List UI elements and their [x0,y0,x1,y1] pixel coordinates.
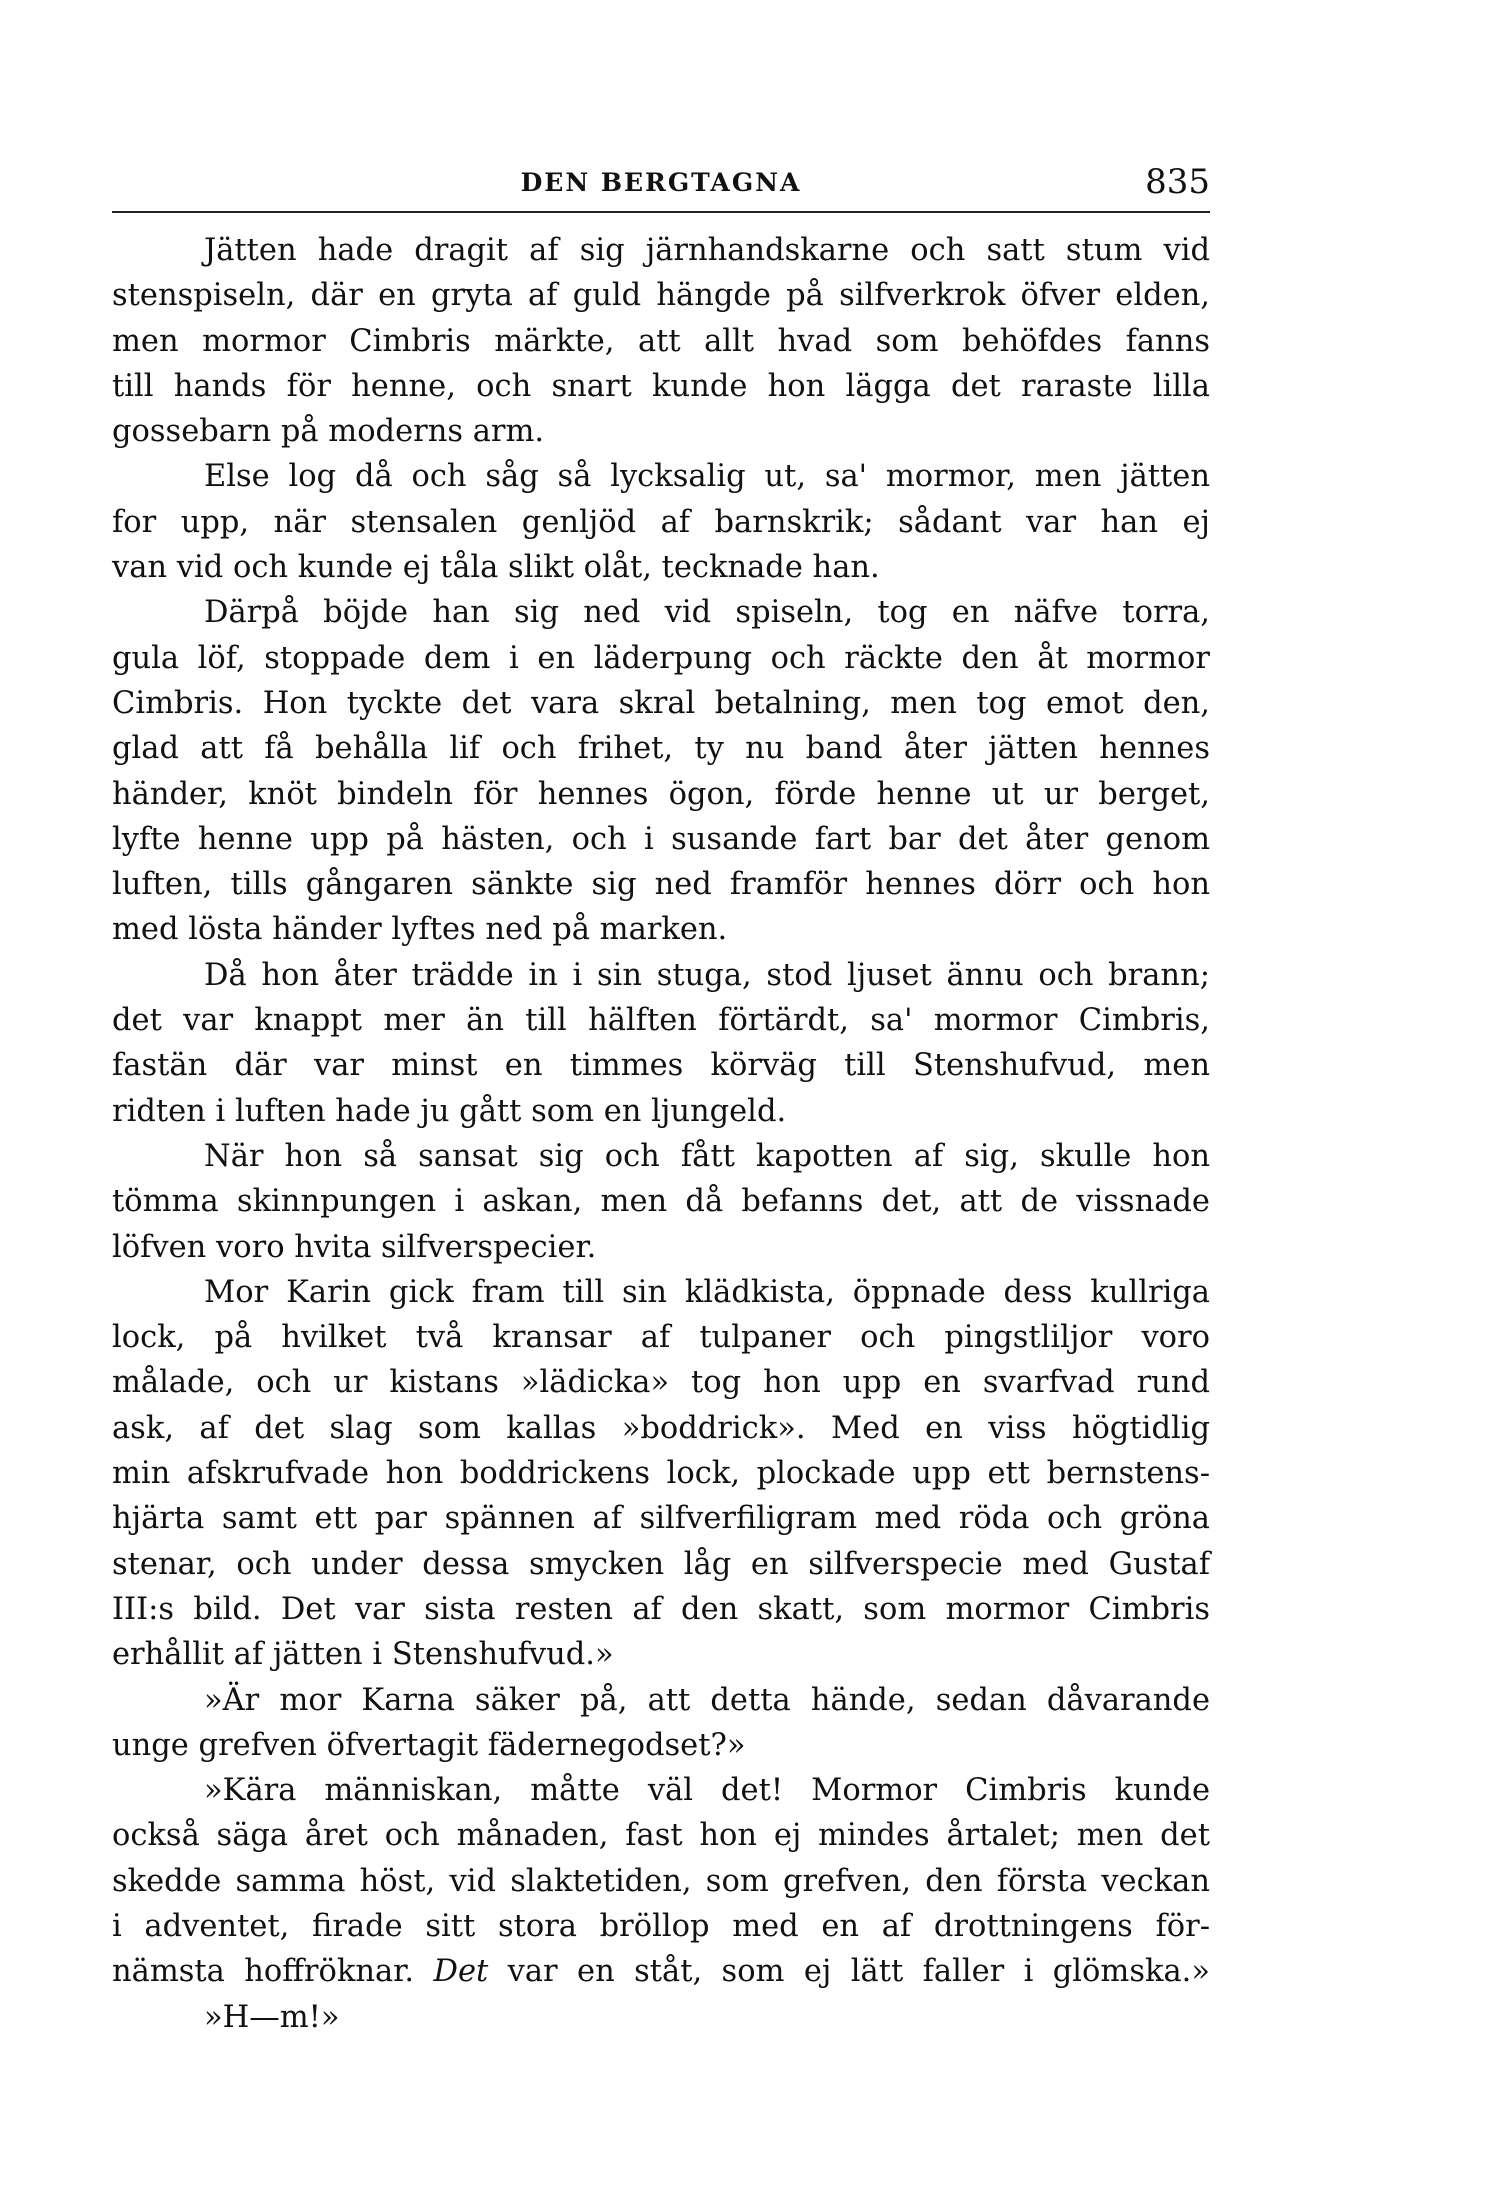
text-line: lyfte henne upp på hästen, och i susande fart bar det åter genom [112,821,1210,857]
text-line: Därpå böjde han sig ned vid spiseln, tog en näfve torra, [204,595,1210,631]
text-line: »H—m!» [204,1999,340,2035]
text-line: händer, knöt bindeln för hennes ögon, förde henne ut ur berget, [112,776,1210,812]
text-line: skedde samma höst, vid slaktetiden, som grefven, den första veckan [112,1863,1210,1899]
text-line-segment: var en ståt, som ej lätt faller i glömska.» [507,1954,1210,1990]
text-line: »Kära människan, måtte väl det! Mormor Cimbris kunde [204,1773,1210,1809]
text-line: »Är mor Karna säker på, att detta hände, sedan dåvarande [204,1682,1210,1718]
text-line-segment: nämsta hoffröknar. [112,1954,415,1990]
text-line: gossebarn på moderns arm. [112,414,545,450]
text-line: unge grefven öfvertagit fädernegodset?» [112,1727,746,1763]
text-line: gula löf, stoppade dem i en läderpung och räckte den åt mormor [112,640,1210,676]
text-line: for upp, när stensalen genljöd af barnskrik; sådant var han ej [112,504,1210,540]
text-line: i adventet, firade sitt stora bröllop med en af drottningens för- [112,1908,1210,1944]
text-line: Cimbris. Hon tyckte det vara skral betalning, men tog emot den, [112,685,1210,721]
running-title: DEN BERGTAGNA [520,168,802,197]
text-line [112,1949,1210,1994]
text-line: med lösta händer lyftes ned på marken. [112,912,728,948]
text-line: men mormor Cimbris märkte, att allt hvad som behöfdes fanns [112,323,1210,359]
text-line: till hands för henne, och snart kunde hon lägga det raraste lilla [112,368,1210,404]
text-line: luften, tills gångaren sänkte sig ned framför hennes dörr och hon [112,867,1210,903]
text-line: min afskrufvade hon boddrickens lock, plockade upp ett bernstens- [112,1456,1210,1492]
text-line: erhållit af jätten i Stenshufvud.» [112,1637,614,1673]
header-rule [112,211,1210,213]
body-text [112,228,1210,2040]
text-line: också säga året och månaden, fast hon ej mindes årtalet; men det [112,1818,1210,1854]
text-line: fastän där var minst en timmes körväg till Stenshufvud, men [112,1048,1210,1084]
text-line: målade, och ur kistans »lädicka» tog hon upp en svarfvad rund [112,1365,1210,1401]
text-line: ridten i luften hade ju gått som en ljungeld. [112,1093,787,1129]
text-line: Jätten hade dragit af sig järnhandskarne och satt stum vid [204,233,1210,268]
text-line: tömma skinnpungen i askan, men då befanns det, att de vissnade [112,1184,1210,1220]
text-line: ask, af det slag som kallas »boddrick». Med en viss högtidlig [112,1410,1210,1446]
text-line: stenspiseln, där en gryta af guld hängde på silfverkrok öfver elden, [112,278,1210,314]
text-line: van vid och kunde ej tåla slikt olåt, tecknade han. [112,550,880,586]
text-line: hjärta samt ett par spännen af silfverfiligram med röda och gröna [112,1501,1210,1537]
text-line: glad att få behålla lif och frihet, ty nu band åter jätten hennes [112,731,1210,767]
text-line: stenar, och under dessa smycken låg en silfverspecie med Gustaf [112,1546,1210,1582]
text-line: När hon så sansat sig och fått kapotten af sig, skulle hon [204,1138,1210,1174]
page-number: 835 [1145,162,1210,202]
text-line: lock, på hvilket två kransar af tulpaner och pingstliljor voro [112,1320,1210,1356]
text-line: Mor Karin gick fram till sin klädkista, öppnade dess kullriga [204,1274,1210,1310]
text-line: Else log då och såg så lycksalig ut, sa' mormor, men jätten [204,459,1210,495]
text-line: III:s bild. Det var sista resten af den skatt, som mormor Cimbris [112,1591,1210,1627]
text-line: det var knappt mer än till hälften förtärdt, sa' mormor Cimbris, [112,1003,1210,1039]
italic-word: Det [433,1954,489,1990]
text-line: Då hon åter trädde in i sin stuga, stod ljuset ännu och brann; [204,957,1210,993]
text-line: löfven voro hvita silfverspecier. [112,1229,597,1265]
